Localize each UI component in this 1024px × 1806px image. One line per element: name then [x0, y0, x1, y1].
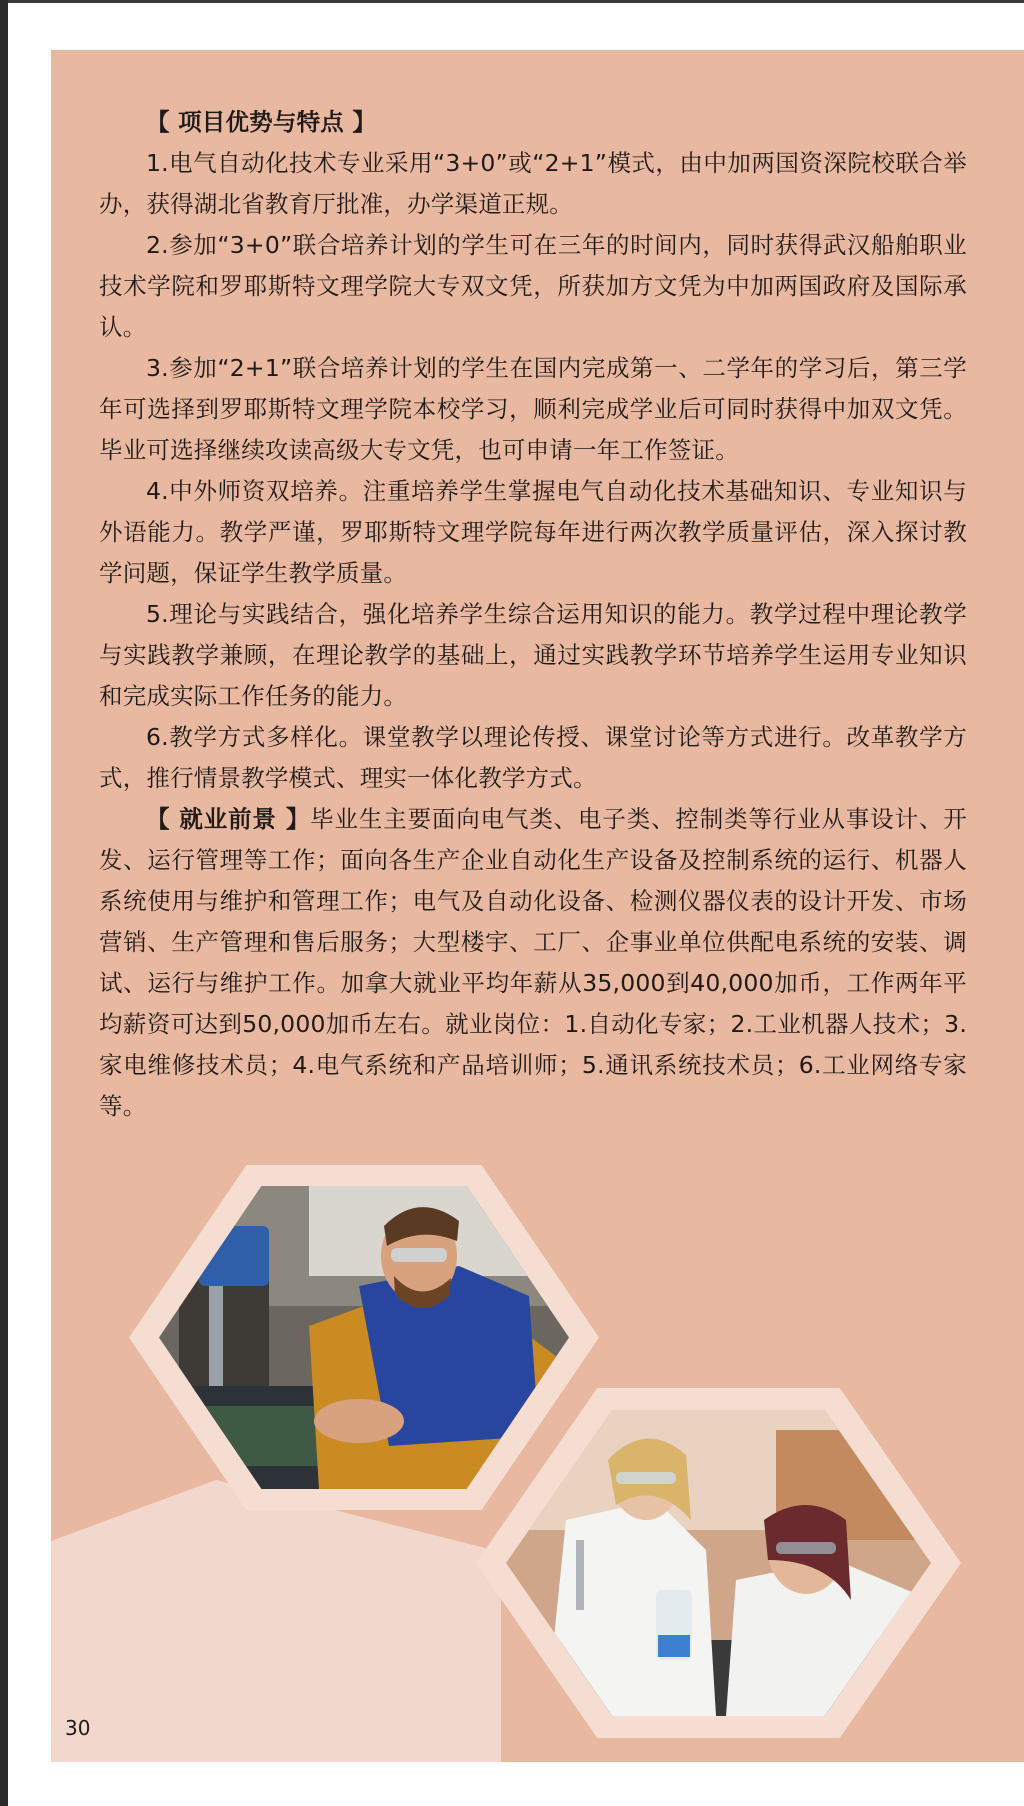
section-heading-advantages: 【 项目优势与特点 】: [146, 108, 377, 136]
employment-paragraph: [99, 799, 967, 1127]
advantage-item-6: 6.教学方式多样化。课堂教学以理论传授、课堂讨论等方式进行。改革教学方式，推行情景教学模式、理实一体化教学方式。: [99, 723, 967, 792]
content-panel: [51, 50, 1024, 1762]
top-edge: [0, 0, 1024, 3]
text-content: [99, 102, 967, 1127]
section-heading-employment: 【 就业前景 】: [146, 805, 311, 833]
advantage-item-3: 3.参加“2+1”联合培养计划的学生在国内完成第一、二学年的学习后，第三学年可选择到罗耶斯特文理学院本校学习，顺利完成学业后可同时获得中加双文凭。毕业可选择继续攻读高级大专文凭，也可申请一年工作签证。: [99, 354, 967, 464]
employment-body: 毕业生主要面向电气类、电子类、控制类等行业从事设计、开发、运行管理等工作；面向各生产企业自动化生产设备及控制系统的运行、机器人系统使用与维护和管理工作；电气及自动化设备、检测仪器仪表的设计开发、市场营销、生产管理和售后服务；大型楼宇、工厂、企事业单位供配电系统的安装、调试、运行与维护工作。加拿大就业平均年薪从35,000到40,000加币，工作两年平均薪资可达到50,000加币左右。就业岗位：1.自动化专家；2.工业机器人技术；3.家电维修技术员；4.电气系统和产品培训师；5.通讯系统技术员；6.工业网络专家等。: [99, 805, 967, 1120]
advantage-item-4: 4.中外师资双培养。注重培养学生掌握电气自动化技术基础知识、专业知识与外语能力。教学严谨，罗耶斯特文理学院每年进行两次教学质量评估，深入探讨教学问题，保证学生教学质量。: [99, 477, 967, 587]
decorative-hexagon: [51, 1480, 501, 1762]
advantage-item-1: 1.电气自动化技术专业采用“3+0”或“2+1”模式，由中加两国资深院校联合举办，获得湖北省教育厅批准，办学渠道正规。: [99, 149, 967, 218]
page-number: 30: [65, 1716, 91, 1740]
binding-edge: [0, 0, 8, 1806]
advantage-item-5: 5.理论与实践结合，强化培养学生综合运用知识的能力。教学过程中理论教学与实践教学兼顾，在理论教学的基础上，通过实践教学环节培养学生运用专业知识和完成实际工作任务的能力。: [99, 600, 967, 710]
advantage-item-2: 2.参加“3+0”联合培养计划的学生可在三年的时间内，同时获得武汉船舶职业技术学院和罗耶斯特文理学院大专双文凭，所获加方文凭为中加两国政府及国际承认。: [99, 231, 967, 341]
